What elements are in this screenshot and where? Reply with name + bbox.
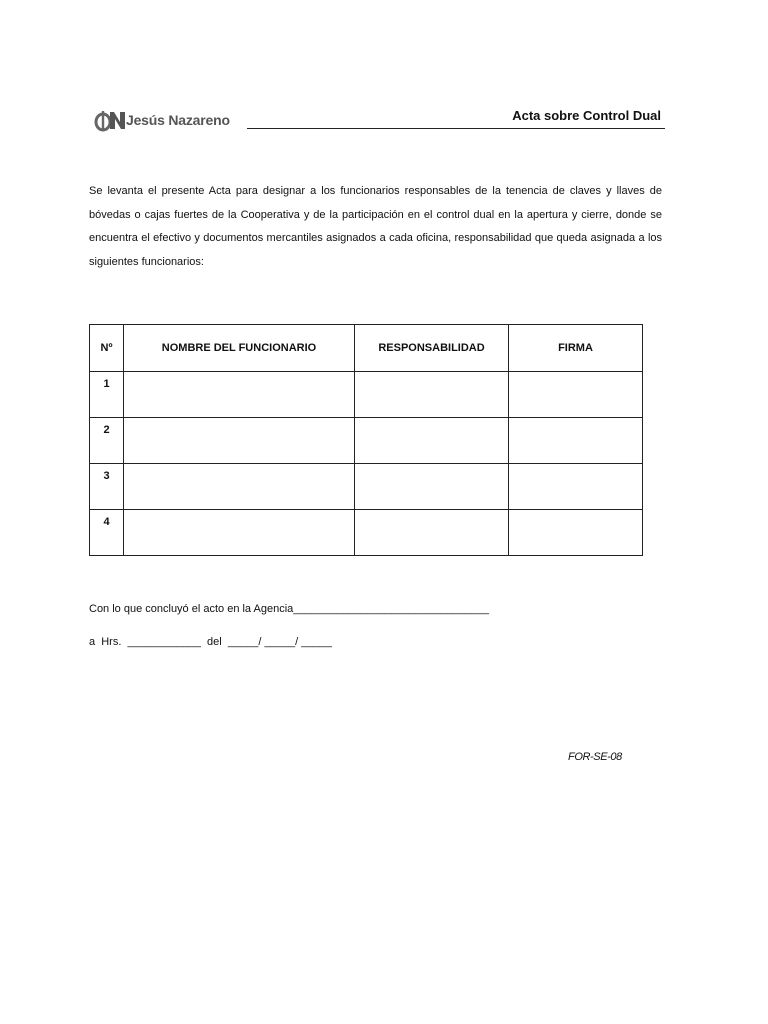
responsibility-cell[interactable] <box>355 464 509 510</box>
row-number: 4 <box>103 516 110 528</box>
table-row <box>90 510 643 556</box>
header-name: NOMBRE DEL FUNCIONARIO <box>124 325 355 372</box>
name-cell[interactable] <box>124 464 355 510</box>
body-paragraph: Se levanta el presente Acta para designar a los funcionarios responsables de la tenencia de claves y llaves de bóvedas o cajas fuertes de la Cooperativa y de la participación en el control dual en la apertura y cierre, donde se encuentra el efectivo y documentos mercantiles asignados a cada oficina, responsabilidad que queda asignada a los siguientes funcionarios: <box>89 185 662 268</box>
signature-cell[interactable] <box>509 372 643 418</box>
date-time-line: a Hrs. ____________ del _____/ _____/ _____ <box>89 636 332 648</box>
name-cell[interactable] <box>124 510 355 556</box>
signature-cell[interactable] <box>509 418 643 464</box>
form-code: FOR-SE-08 <box>568 751 622 763</box>
table-row <box>90 372 643 418</box>
table-row <box>90 464 643 510</box>
name-cell[interactable] <box>124 418 355 464</box>
row-number: 1 <box>103 378 110 390</box>
name-cell[interactable] <box>124 372 355 418</box>
page-title: Acta sobre Control Dual <box>512 108 661 123</box>
title-rule <box>247 108 665 129</box>
responsibility-cell[interactable] <box>355 418 509 464</box>
header-signature: FIRMA <box>509 325 643 372</box>
logo <box>94 106 230 134</box>
table-row <box>90 418 643 464</box>
agency-line: Con lo que concluyó el acto en la Agencia________________________________ <box>89 603 490 615</box>
row-number: 2 <box>103 424 110 436</box>
row-number: 3 <box>103 470 110 482</box>
responsibility-cell[interactable] <box>355 510 509 556</box>
cooperative-logo-icon <box>94 107 126 133</box>
officials-table <box>89 324 643 556</box>
signature-cell[interactable] <box>509 464 643 510</box>
logo-text: Jesús Nazareno <box>126 112 230 128</box>
table-header-row <box>90 325 643 372</box>
header-number: Nº <box>90 325 124 372</box>
header-responsibility: RESPONSABILIDAD <box>355 325 509 372</box>
responsibility-cell[interactable] <box>355 372 509 418</box>
signature-cell[interactable] <box>509 510 643 556</box>
